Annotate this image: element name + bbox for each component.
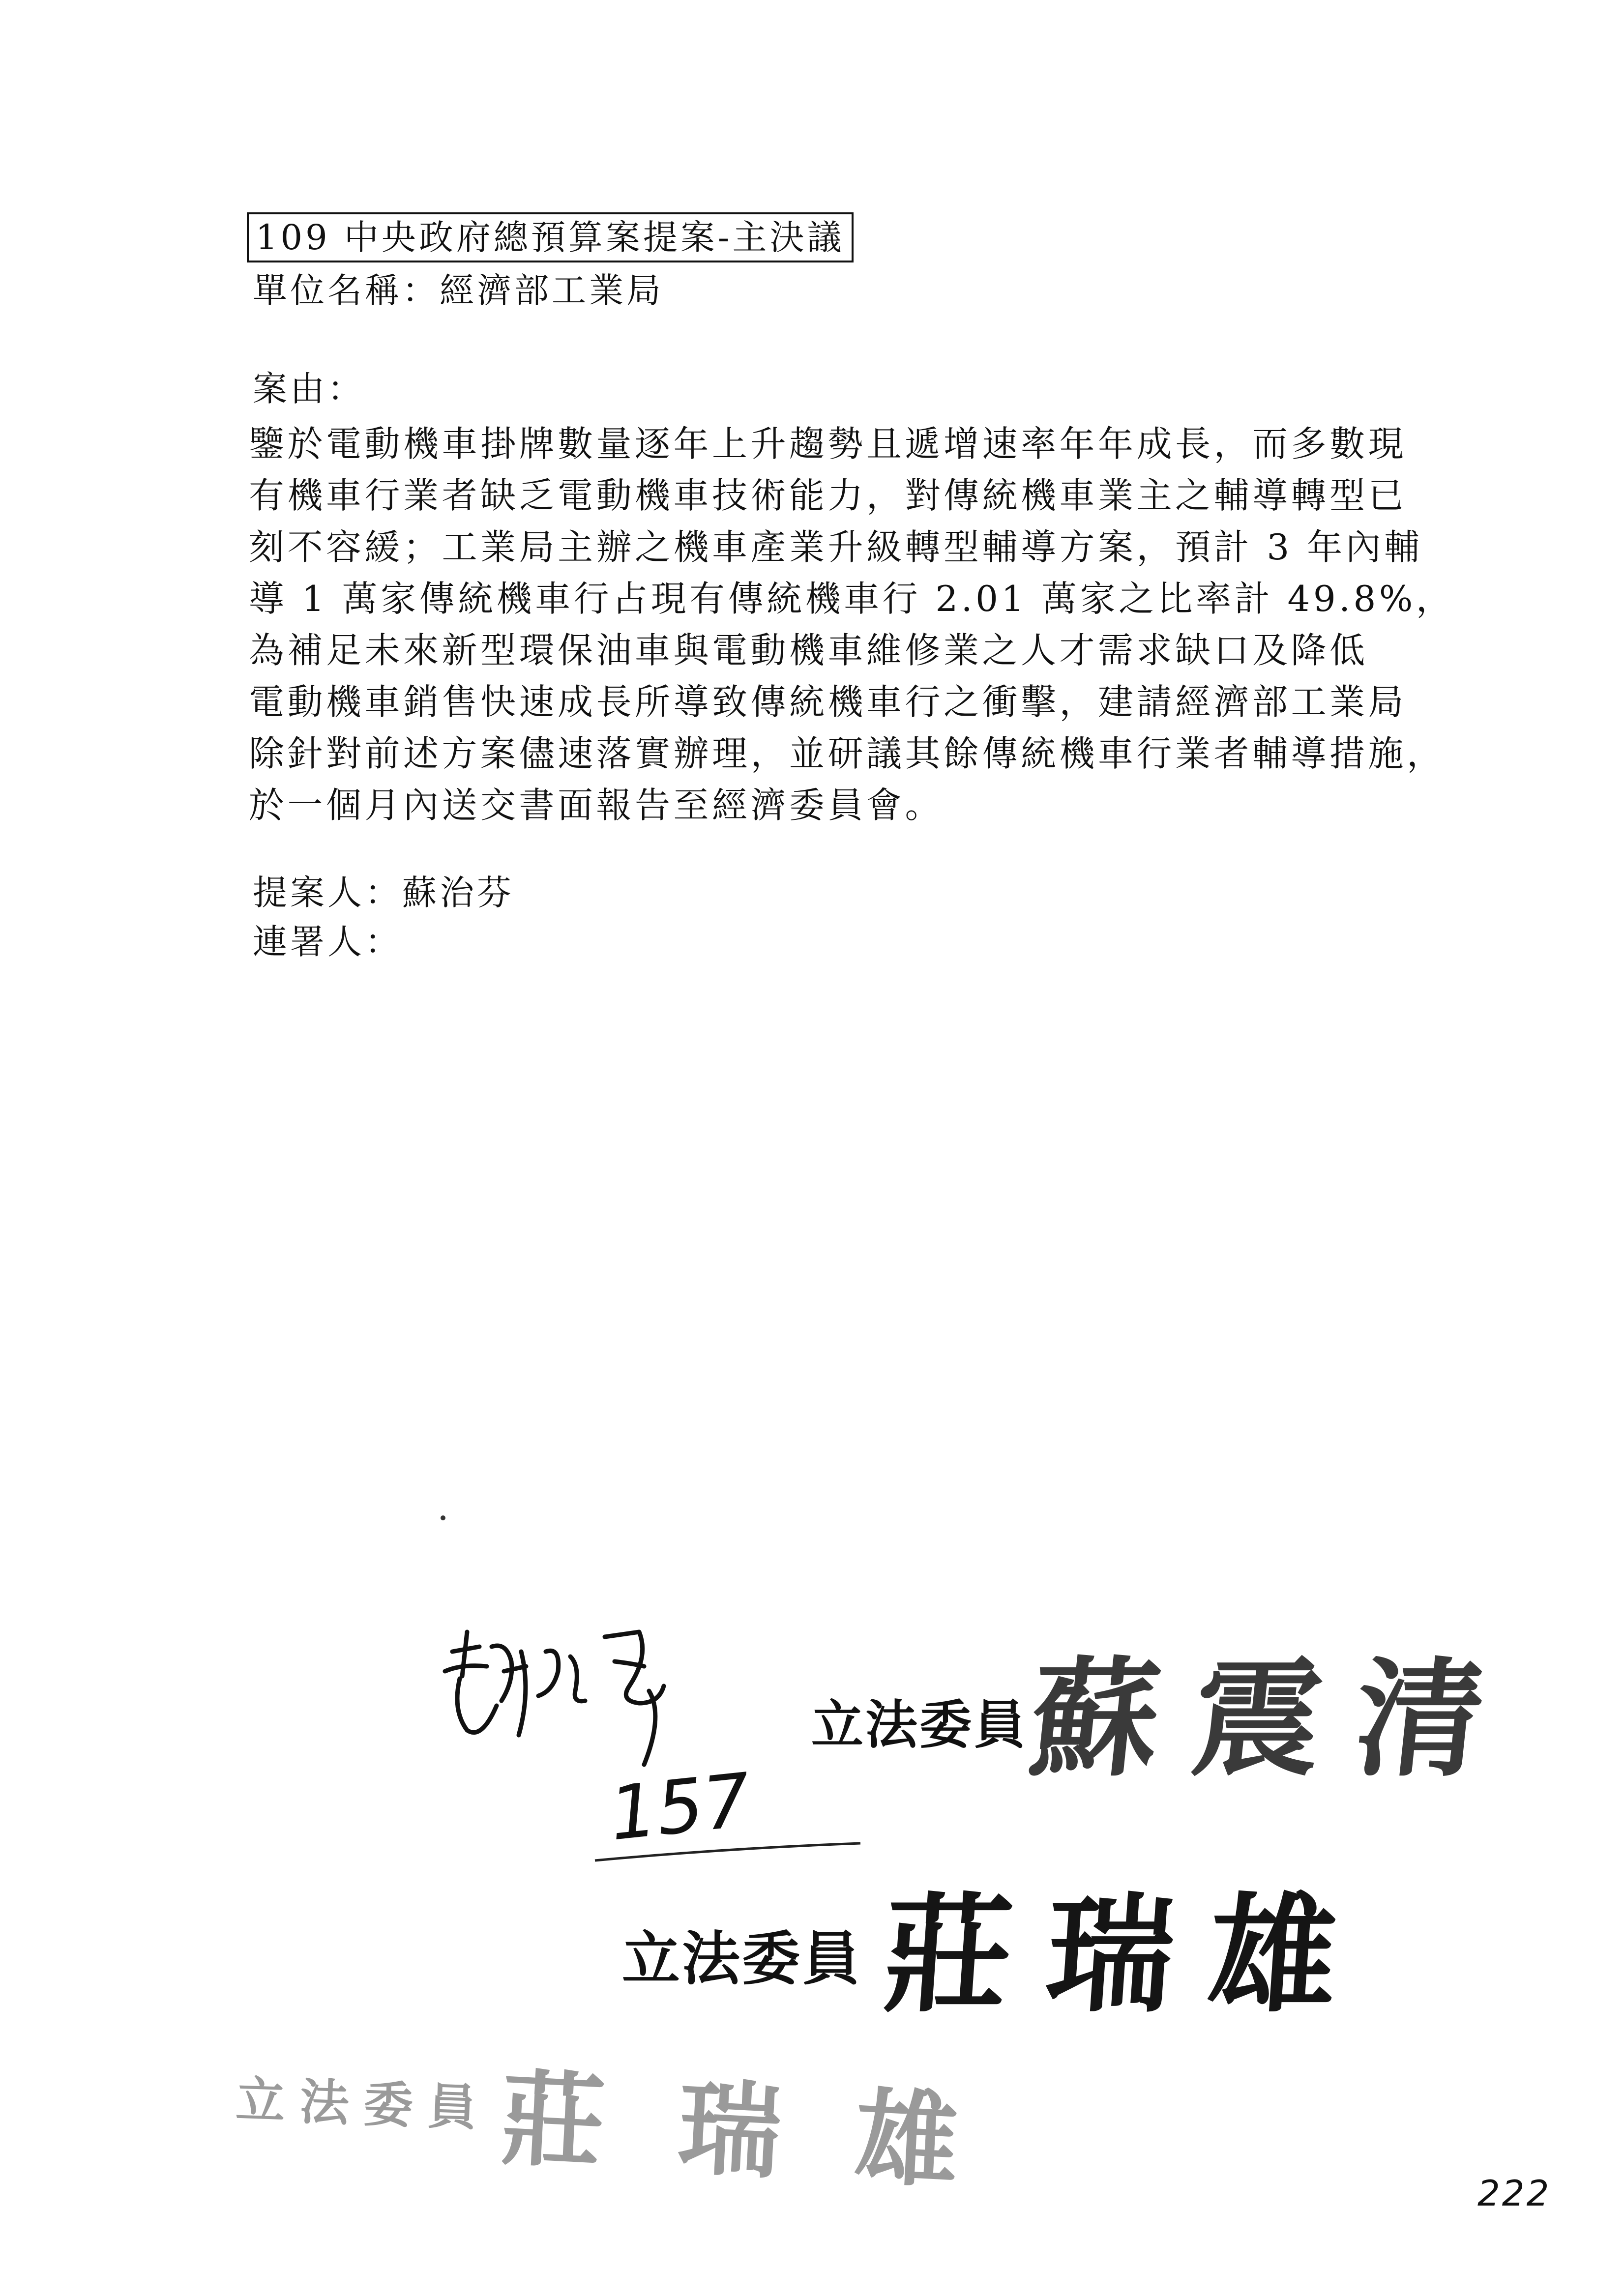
stamp-label: 立法委員 <box>811 1694 1028 1755</box>
reason-line: 刻不容緩；工業局主辦之機車產業升級轉型輔導方案，預計 3 年內輔 <box>249 526 1423 568</box>
faded-stamp-label: 立法委員 <box>235 2070 493 2138</box>
reason-line: 有機車行業者缺乏電動機車技術能力，對傳統機車業主之輔導轉型已 <box>249 475 1407 516</box>
stamp-label: 立法委員 <box>622 1924 862 1993</box>
unit-name: 單位名稱：經濟部工業局 <box>253 270 664 311</box>
faded-stamp-name: 莊瑞雄 <box>498 2057 1035 2207</box>
reason-line: 導 1 萬家傳統機車行占現有傳統機車行 2.01 萬家之比率計 49.8%， <box>249 578 1455 619</box>
proposer: 提案人：蘇治芬 <box>253 872 514 913</box>
reason-line: 於一個月內送交書面報告至經濟委員會。 <box>249 785 944 826</box>
page-number: 222 <box>1477 2173 1551 2214</box>
ink-speck <box>441 1515 445 1520</box>
handwritten-signature <box>433 1617 708 1779</box>
handwritten-underline <box>590 1838 865 1868</box>
reason-line: 除針對前述方案儘速落實辦理，並研議其餘傳統機車行業者輔導措施， <box>249 733 1446 774</box>
handwritten-number: 157 <box>605 1757 755 1858</box>
reason-line: 電動機車銷售快速成長所導致傳統機車行之衝擊，建請經濟部工業局 <box>249 681 1407 723</box>
reason-line: 鑒於電動機車掛牌數量逐年上升趨勢且遞增速率年年成長，而多數現 <box>249 423 1407 465</box>
stamp-name: 莊瑞雄 <box>879 1880 1377 2030</box>
cosigner-label: 連署人： <box>253 922 402 962</box>
stamp-name: 蘇震清 <box>1023 1644 1526 1794</box>
proposal-title: 109 中央政府總預算案提案-主決議 <box>247 212 854 262</box>
reason-label: 案由： <box>253 369 365 409</box>
reason-line: 為補足未來新型環保油車與電動機車維修業之人才需求缺口及降低 <box>249 630 1368 671</box>
